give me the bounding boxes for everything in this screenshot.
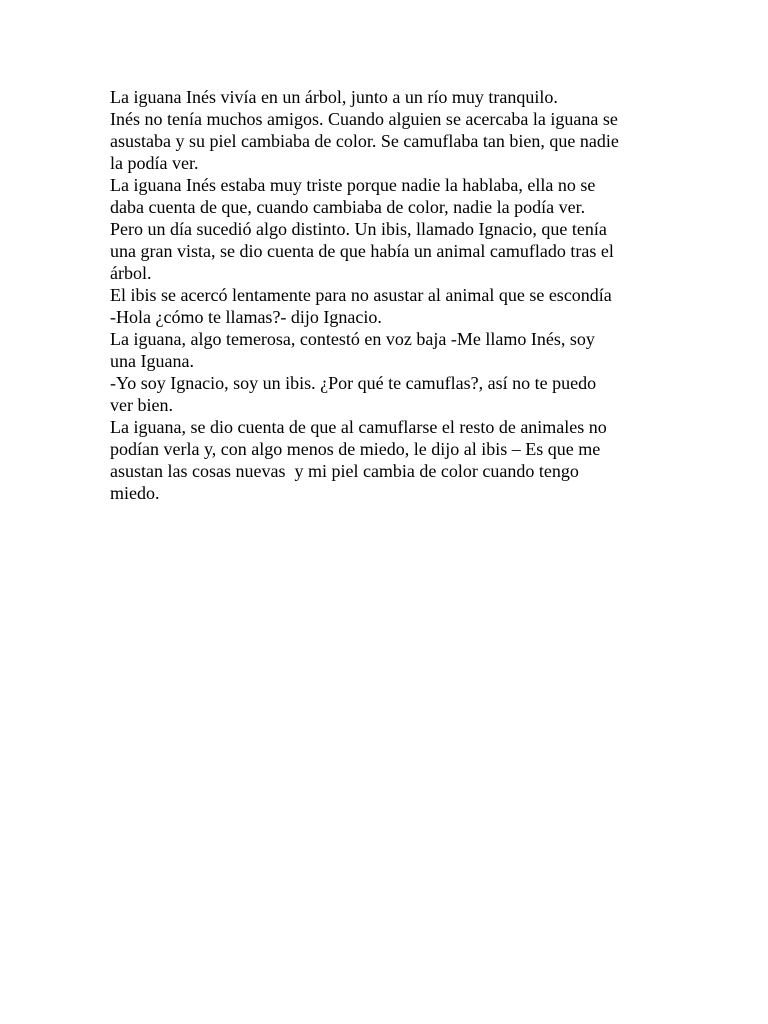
text-line: daba cuenta de que, cuando cambiaba de color, nadie la podía ver.	[110, 197, 586, 217]
text-line: Inés no tenía muchos amigos. Cuando alguien se acercaba la iguana se	[110, 109, 618, 129]
text-line: -Yo soy Ignacio, soy un ibis. ¿Por qué te camuflas?, así no te puedo	[110, 373, 597, 393]
text-line: La iguana, se dio cuenta de que al camuflarse el resto de animales no	[110, 417, 607, 437]
text-line: -Hola ¿cómo te llamas?- dijo Ignacio.	[110, 307, 382, 327]
text-line: La iguana, algo temerosa, contestó en voz baja -Me llamo Inés, soy	[110, 329, 595, 349]
text-line: asustan las cosas nuevas y mi piel cambia de color cuando tengo	[110, 461, 579, 481]
story-text	[110, 86, 670, 504]
text-line: asustaba y su piel cambiaba de color. Se camuflaba tan bien, que nadie	[110, 131, 619, 151]
text-line: La iguana Inés vivía en un árbol, junto a un río muy tranquilo.	[110, 87, 558, 107]
text-line: una Iguana.	[110, 351, 194, 371]
text-line: la podía ver.	[110, 153, 199, 173]
text-line: La iguana Inés estaba muy triste porque nadie la hablaba, ella no se	[110, 175, 596, 195]
text-line: Pero un día sucedió algo distinto. Un ibis, llamado Ignacio, que tenía	[110, 219, 607, 239]
text-line: una gran vista, se dio cuenta de que había un animal camuflado tras el	[110, 241, 614, 261]
text-line: miedo.	[110, 483, 160, 503]
text-line: El ibis se acercó lentamente para no asustar al animal que se escondía	[110, 285, 612, 305]
text-line: podían verla y, con algo menos de miedo, le dijo al ibis – Es que me	[110, 439, 601, 459]
text-line: ver bien.	[110, 395, 173, 415]
text-line: árbol.	[110, 263, 152, 283]
